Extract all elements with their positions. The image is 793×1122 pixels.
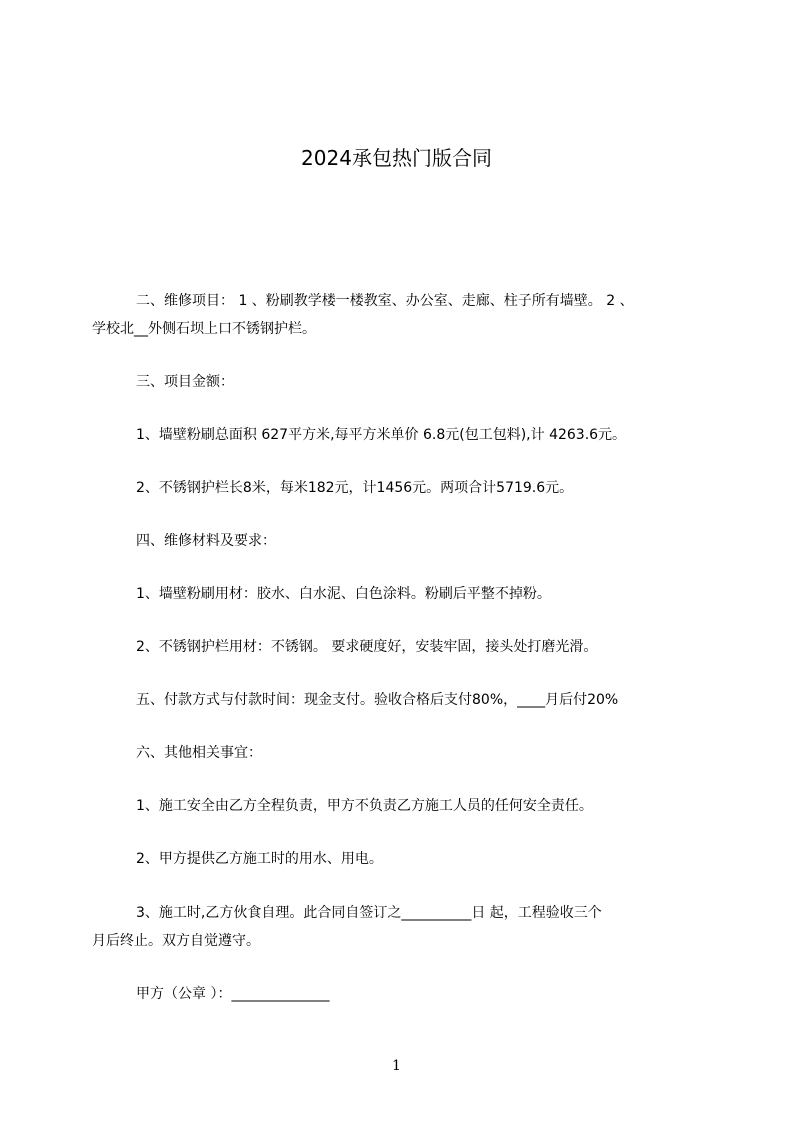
section-heading: 四、维修材料及要求： <box>136 533 276 549</box>
paragraph-line: 3、施工时,乙方伙食自理。此合同自签订之__________日 起，工程验收三个 <box>136 905 602 921</box>
signature-line: 甲方（公章 ）：______________ <box>136 986 330 1002</box>
paragraph-line: 学校北__外侧石坝上口不锈钢护栏。 <box>92 321 316 337</box>
paragraph-line: 1、墙壁粉刷总面积 627平方米,每平方米单价 6.8元(包工包料),计 4263.6元。 <box>136 427 627 443</box>
paragraph-line: 2、甲方提供乙方施工时的用水、用电。 <box>136 851 383 867</box>
paragraph-line: 2、不锈钢护栏长8米，每米182元，计1456元。两项合计5719.6元。 <box>136 480 574 496</box>
paragraph-line: 二、维修项目： 1 、粉刷教学楼一楼教室、办公室、走廊、柱子所有墙壁。 2 、 <box>136 293 634 309</box>
paragraph-line: 1、施工安全由乙方全程负责，甲方不负责乙方施工人员的任何安全责任。 <box>136 798 593 814</box>
paragraph-line: 月后终止。双方自觉遵守。 <box>92 933 260 949</box>
section-heading: 三、项目金额： <box>136 374 234 390</box>
paragraph-line: 五、付款方式与付款时间：现金支付。验收合格后支付80%，____月后付20% <box>136 692 619 708</box>
page-number: 1 <box>392 1058 401 1074</box>
paragraph-line: 2、不锈钢护栏用材：不锈钢。 要求硬度好，安装牢固，接头处打磨光滑。 <box>136 639 598 655</box>
section-heading: 六、其他相关事宜： <box>136 745 262 761</box>
paragraph-line: 1、墙壁粉刷用材：胶水、白水泥、白色涂料。粉刷后平整不掉粉。 <box>136 586 551 602</box>
document-title: 2024承包热门版合同 <box>301 146 492 170</box>
